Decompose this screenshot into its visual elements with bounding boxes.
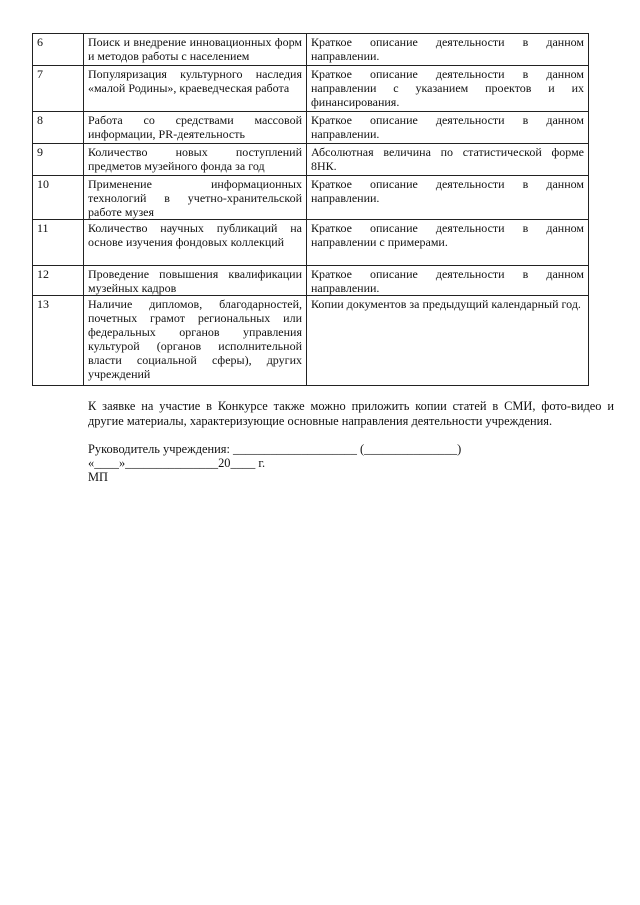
criterion-name: Применение информационных технологий в учетно-хранительской работе музея	[84, 176, 307, 220]
criterion-description: Краткое описание деятельности в данном направлении.	[307, 34, 589, 66]
date-line: «____»_______________20____ г.	[88, 456, 266, 470]
row-number: 13	[33, 296, 84, 386]
criterion-description: Краткое описание деятельности в данном направлении.	[307, 176, 589, 220]
row-number: 7	[33, 66, 84, 112]
criterion-description: Краткое описание деятельности в данном направлении.	[307, 266, 589, 296]
criterion-name: Работа со средствами массовой информации, PR-деятельность	[84, 112, 307, 144]
stamp-place-label: МП	[88, 470, 108, 484]
criterion-name: Наличие дипломов, благодарностей, почетных грамот региональных или федеральных органов управления культурой (органов исполнительной власти социальной сферы), других учреждений	[84, 296, 307, 386]
row-number: 8	[33, 112, 84, 144]
criterion-name: Популяризация культурного наследия «малой Родины», краеведческая работа	[84, 66, 307, 112]
table-row	[33, 144, 589, 176]
note-line: другие материалы, характеризующие основные направления деятельности учреждения.	[88, 414, 553, 428]
table-row	[33, 220, 589, 266]
row-number: 12	[33, 266, 84, 296]
attachments-note	[88, 399, 614, 429]
table-row	[33, 176, 589, 220]
row-number: 10	[33, 176, 84, 220]
signature-block	[88, 442, 461, 484]
criterion-name: Количество научных публикаций на основе изучения фондовых коллекций	[84, 220, 307, 266]
note-line: К заявке на участие в Конкурсе также можно приложить копии статей в СМИ, фото-видео и	[88, 399, 614, 413]
table-row	[33, 266, 589, 296]
criterion-description: Краткое описание деятельности в данном направлении.	[307, 112, 589, 144]
row-number: 6	[33, 34, 84, 66]
table-row	[33, 66, 589, 112]
criterion-name: Проведение повышения квалификации музейных кадров	[84, 266, 307, 296]
row-number: 11	[33, 220, 84, 266]
criterion-description: Копии документов за предыдущий календарный год.	[307, 296, 589, 386]
criterion-description: Краткое описание деятельности в данном направлении с указанием проектов и их финансирования.	[307, 66, 589, 112]
criterion-name: Количество новых поступлений предметов музейного фонда за год	[84, 144, 307, 176]
row-number: 9	[33, 144, 84, 176]
head-signature-line: Руководитель учреждения: ____________________ (_______________)	[88, 442, 462, 456]
criterion-description: Краткое описание деятельности в данном направлении с примерами.	[307, 220, 589, 266]
criterion-description: Абсолютная величина по статистической форме 8НК.	[307, 144, 589, 176]
criteria-table	[32, 33, 589, 386]
table-row	[33, 296, 589, 386]
table-row	[33, 112, 589, 144]
criterion-name: Поиск и внедрение инновационных форм и методов работы с населением	[84, 34, 307, 66]
table-row	[33, 34, 589, 66]
